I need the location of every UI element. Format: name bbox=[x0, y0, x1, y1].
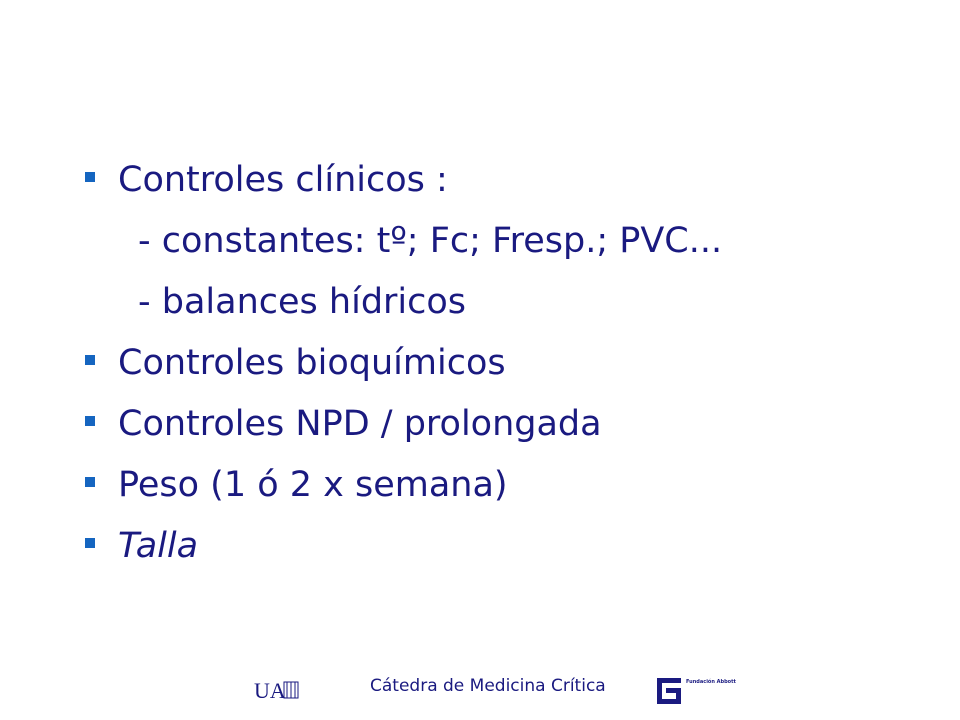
bullet-square-icon bbox=[85, 477, 95, 487]
bullet-controles-bioquimicos: Controles bioquímicos bbox=[118, 343, 506, 383]
sub-item-balances-hidricos: - balances hídricos bbox=[138, 282, 467, 322]
bullet-square-icon bbox=[85, 172, 95, 182]
uam-logo-icon bbox=[254, 678, 300, 702]
bullet-peso: Peso (1 ó 2 x semana) bbox=[118, 465, 508, 505]
bullet-talla: Talla bbox=[118, 526, 199, 566]
bullet-controles-clinicos: Controles clínicos : bbox=[118, 160, 448, 200]
bullet-square-icon bbox=[85, 355, 95, 365]
sub-item-constantes: - constantes: tº; Fc; Fresp.; PVC... bbox=[138, 221, 723, 261]
svg-text:UA: UA bbox=[254, 678, 286, 702]
footer-catedra-text: Cátedra de Medicina Crítica bbox=[370, 676, 606, 696]
bullet-square-icon bbox=[85, 538, 95, 548]
bullet-square-icon bbox=[85, 416, 95, 426]
slide-footer bbox=[0, 660, 960, 720]
fundacion-abbott-logo-icon bbox=[656, 676, 682, 706]
bullet-controles-npd: Controles NPD / prolongada bbox=[118, 404, 602, 444]
abbott-logo-text: Fundación Abbott bbox=[686, 679, 736, 685]
